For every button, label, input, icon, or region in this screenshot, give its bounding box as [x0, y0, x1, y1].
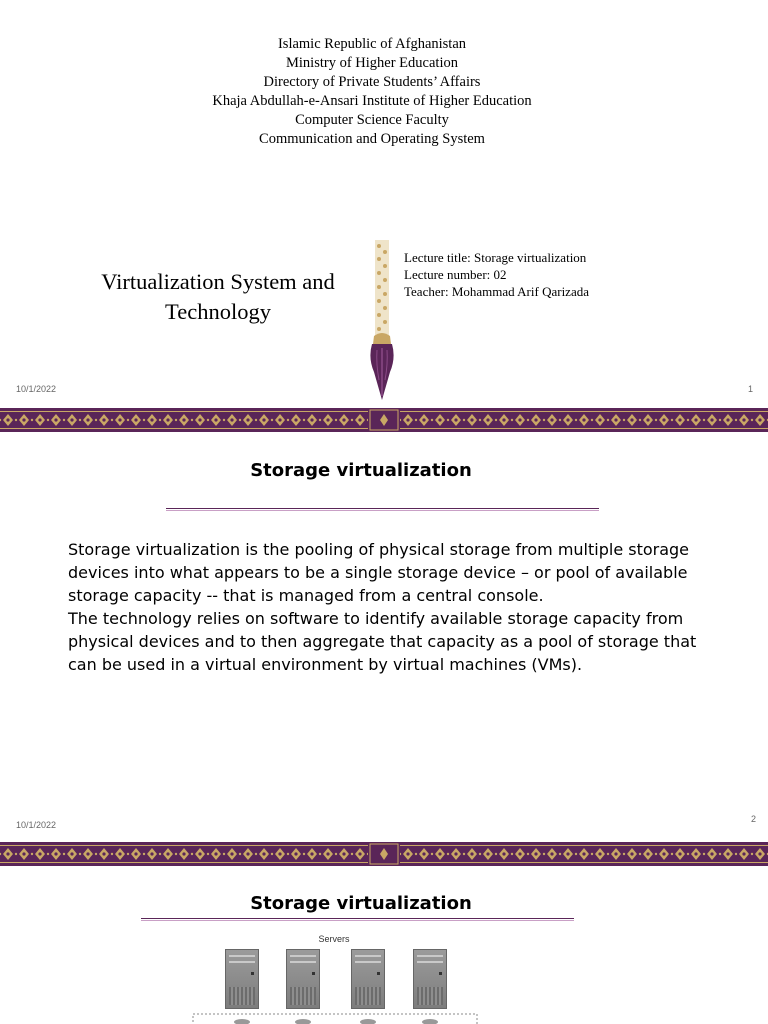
institution-line: Computer Science Faculty [295, 112, 449, 128]
slide-body [68, 538, 708, 676]
teacher-value: Mohammad Arif Qarizada [451, 284, 589, 299]
diagram-slide [0, 867, 768, 1024]
lecture-number-label: Lecture number: [404, 267, 491, 282]
lecture-number-value: 02 [493, 267, 507, 282]
course-title-line: Technology [165, 299, 271, 324]
ornament-band-icon [0, 842, 768, 866]
lecture-number-row [404, 266, 589, 283]
course-title [60, 267, 376, 327]
slide-title: Storage virtualization [250, 460, 472, 481]
content-slide [0, 434, 768, 842]
server-icon [413, 949, 447, 1009]
institution-line: Ministry of Higher Education [286, 55, 458, 71]
institution-line: Khaja Abdullah-e-Ansari Institute of Higher Education [212, 93, 532, 109]
storage-diagram [124, 931, 592, 1024]
title-divider [141, 918, 574, 921]
slide-number: 2 [751, 814, 757, 824]
body-paragraph: The technology relies on software to identify available storage capacity from physical devices and to then aggregate that capacity as a pool of storage that can be used in a virtual environment by virtual machines (VMs). [68, 609, 697, 674]
server-icon [351, 949, 385, 1009]
lecture-title-row [404, 249, 589, 266]
teacher-label: Teacher: [404, 284, 449, 299]
lecture-info [404, 249, 589, 300]
network-connector [192, 1013, 478, 1024]
lecture-title-label: Lecture title: [404, 250, 471, 265]
course-title-line: Virtualization System and [101, 269, 335, 294]
server-icon [286, 949, 320, 1009]
slide-number: 1 [748, 384, 754, 394]
ornament-band-icon [0, 408, 768, 432]
body-paragraph: Storage virtualization is the pooling of physical storage from multiple storage devices into what appears to be a single storage device – or pool of available storage capacity -- that is managed from a central console. [68, 540, 690, 605]
diagram-label: Servers [318, 934, 350, 944]
pen-nib-icon [366, 240, 398, 402]
lecture-title-value: Storage virtualization [474, 250, 587, 265]
institution-line: Communication and Operating System [259, 131, 485, 147]
title-slide [0, 0, 768, 408]
slide-date: 10/1/2022 [16, 384, 57, 394]
title-divider [166, 508, 599, 511]
slide-date: 10/1/2022 [16, 820, 57, 830]
institution-line: Directory of Private Students’ Affairs [263, 74, 481, 90]
institution-line: Islamic Republic of Afghanistan [277, 36, 467, 52]
teacher-row [404, 283, 589, 300]
slide-title: Storage virtualization [250, 893, 472, 914]
institution-header [0, 35, 744, 149]
server-icon [225, 949, 259, 1009]
